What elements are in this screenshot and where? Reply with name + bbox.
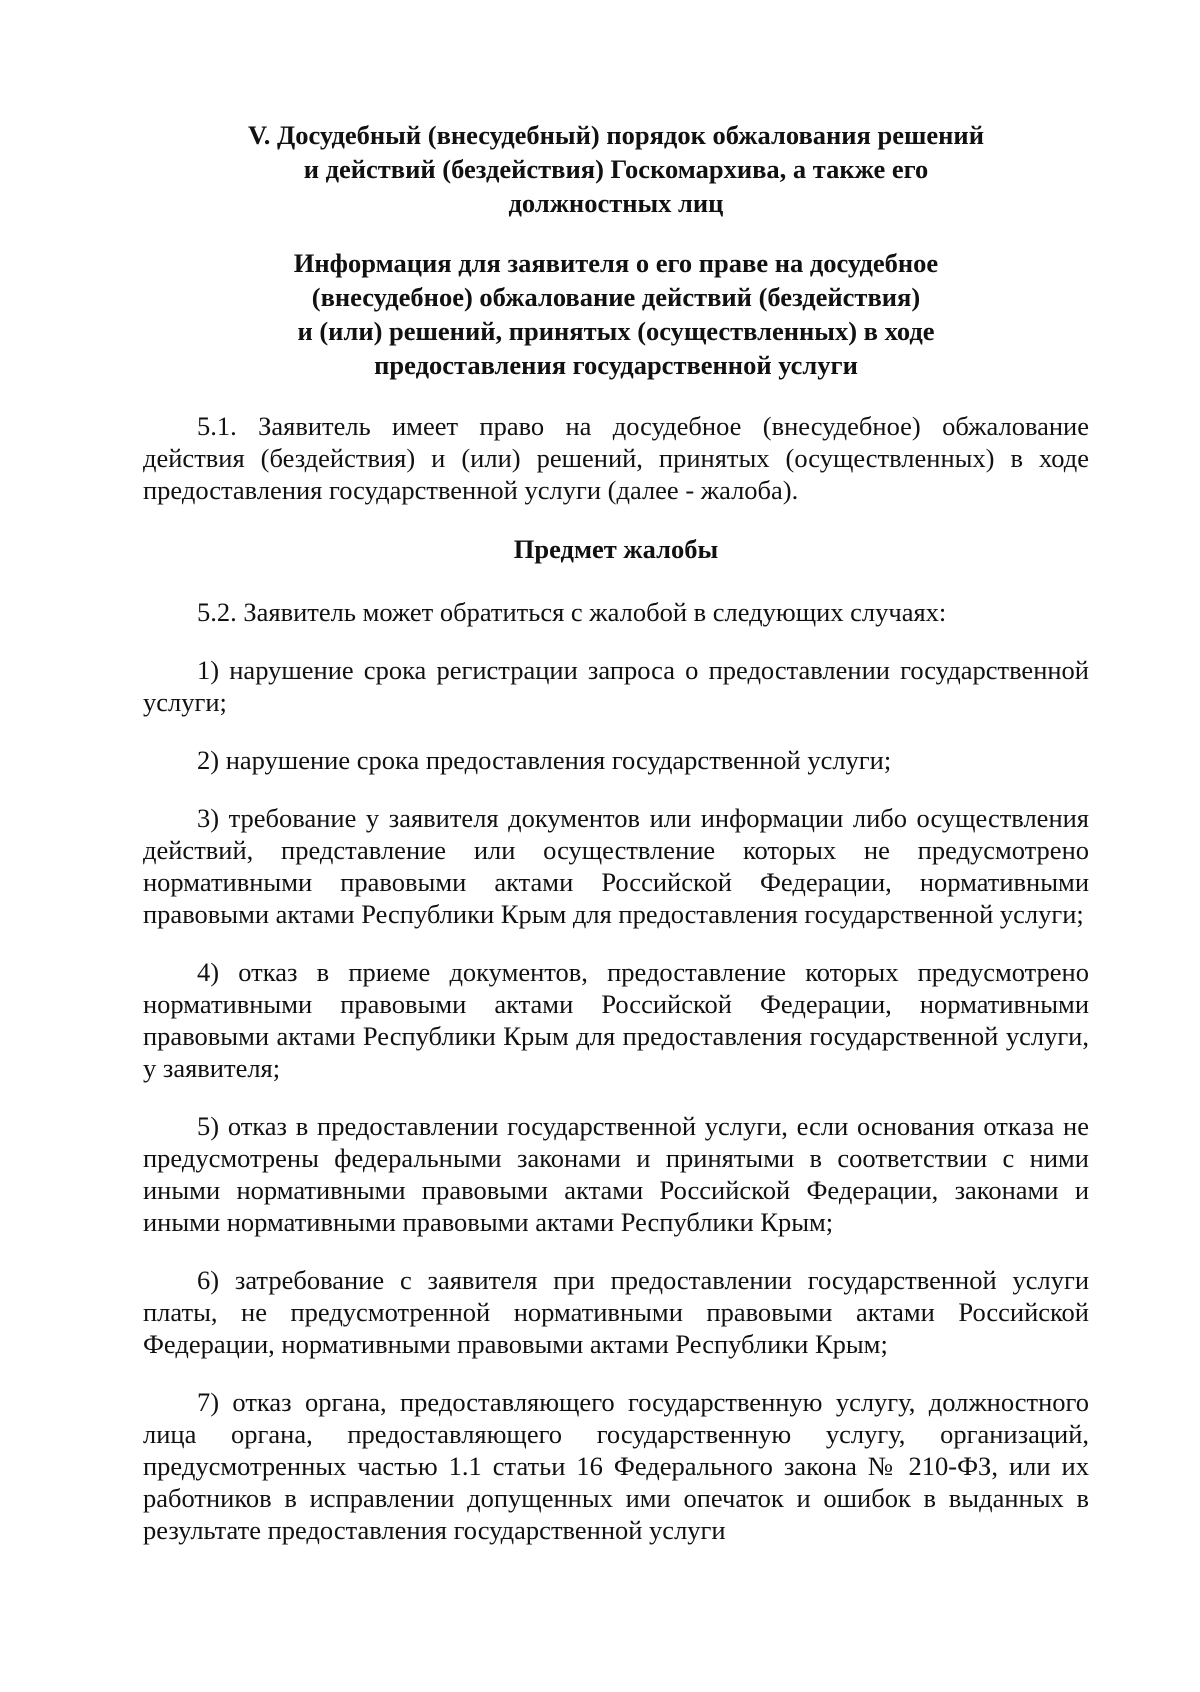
info-heading-line: предоставления государственной услуги [374, 350, 858, 380]
list-item: 1) нарушение срока регистрации запроса о предоставлении государственной услуги; [143, 655, 1089, 717]
section-heading-line: V. Досудебный (внесудебный) порядок обжалования решений [248, 120, 984, 150]
subject-heading: Предмет жалобы [513, 534, 719, 564]
paragraph-5-2: 5.2. Заявитель может обратиться с жалобой в следующих случаях: [197, 597, 947, 627]
section-heading [143, 118, 1089, 220]
document-page [143, 118, 1089, 1572]
info-heading-line: и (или) решений, принятых (осуществленных) в ходе [297, 316, 935, 346]
section-heading-line: должностных лиц [508, 188, 724, 218]
info-heading-line: Информация для заявителя о его праве на досудебное [293, 248, 939, 278]
list-item: 6) затребование с заявителя при предоставлении государственной услуги платы, не предусмотренной нормативными правовыми актами Российской Федерации, нормативными правовыми актами Республики Крым; [143, 1265, 1089, 1359]
list-item: 4) отказ в приеме документов, предоставление которых предусмотрено нормативными правовыми актами Российской Федерации, нормативными правовыми актами Республики Крым для предоставления государственной услуги, у заявителя; [143, 957, 1089, 1083]
section-heading-line: и действий (бездействия) Госкомархива, а также его [303, 154, 929, 184]
list-item: 7) отказ органа, предоставляющего государственную услугу, должностного лица органа, предоставляющего государственную услугу, организаций, предусмотренных частью 1.1 статьи 16 Федерального закона № 210-ФЗ, или их работников в исправлении допущенных ими опечаток и ошибок в выданных в результате предоставления государственной услуги [143, 1387, 1089, 1545]
list-item: 3) требование у заявителя документов или информации либо осуществления действий, представление или осуществление которых не предусмотрено нормативными правовыми актами Российской Федерации, нормативными правовыми актами Республики Крым для предоставления государственной услуги; [143, 803, 1089, 929]
list-item: 2) нарушение срока предоставления государственной услуги; [197, 745, 892, 775]
info-heading-line: (внесудебное) обжалование действий (бездействия) [311, 282, 921, 312]
paragraph-5-1: 5.1. Заявитель имеет право на досудебное (внесудебное) обжалование действия (бездействия) и (или) решений, принятых (осуществленных) в ходе предоставления государственной услуги (далее - жалоба). [143, 411, 1089, 505]
list-item: 5) отказ в предоставлении государственной услуги, если основания отказа не предусмотрены федеральными законами и принятыми в соответствии с ними иными нормативными правовыми актами Российской Федерации, законами и иными нормативными правовыми актами Республики Крым; [143, 1111, 1089, 1237]
info-heading [143, 246, 1089, 382]
